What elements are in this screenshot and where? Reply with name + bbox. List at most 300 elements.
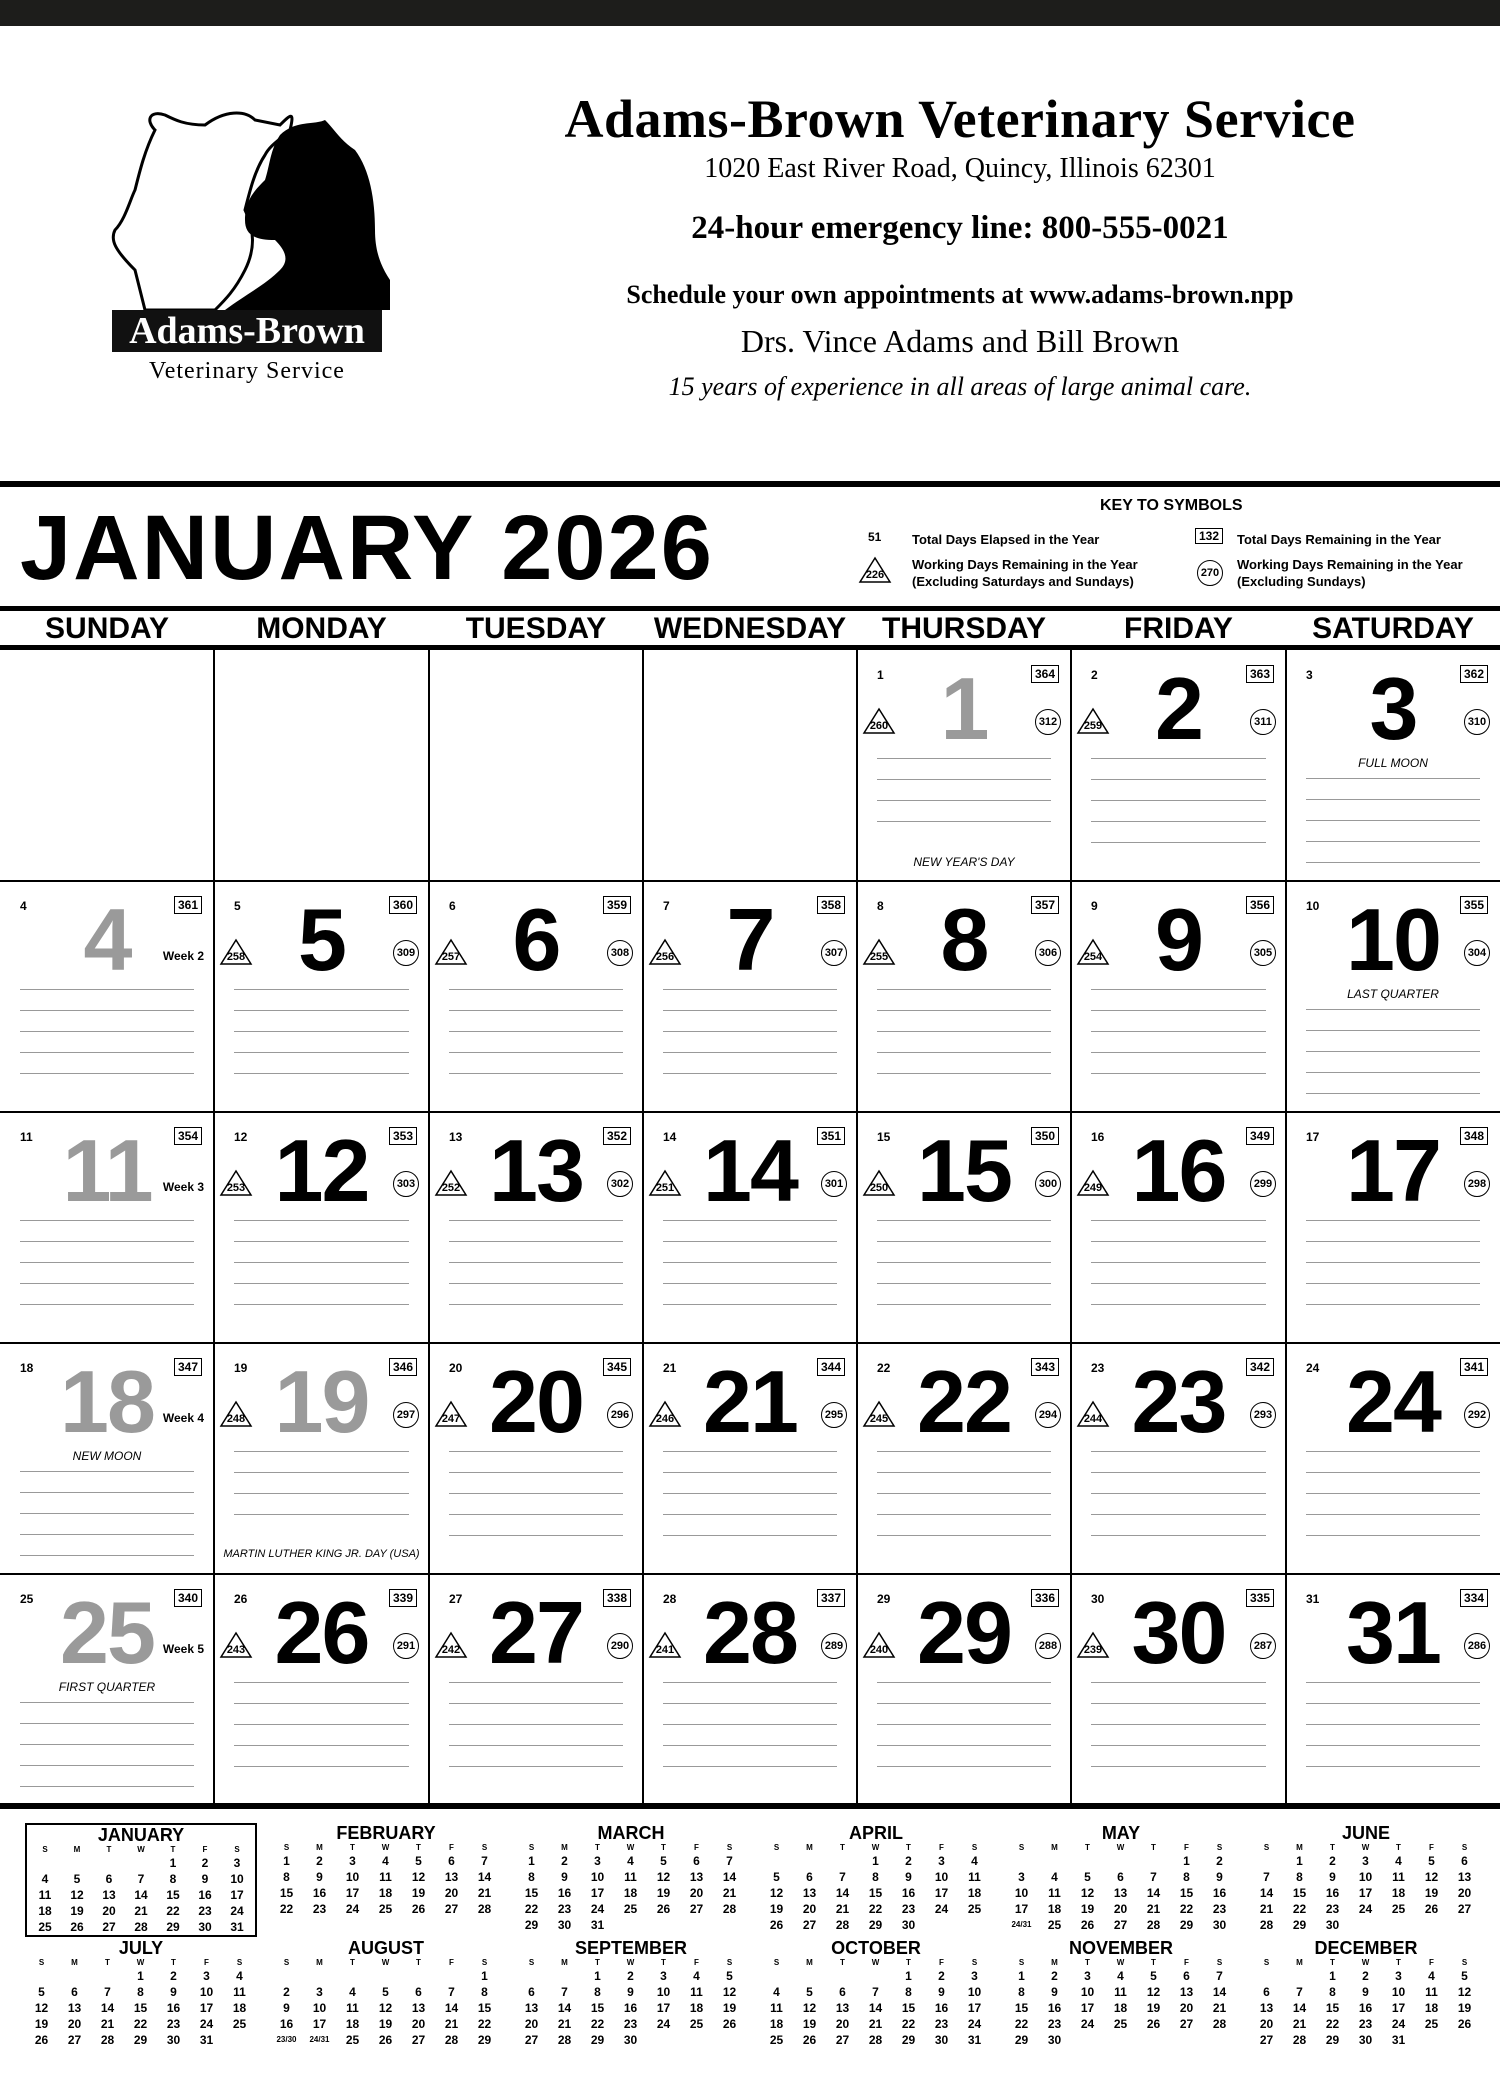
working-days-triangle-icon bbox=[648, 1631, 682, 1659]
days-remaining-box: 340 bbox=[174, 1589, 202, 1607]
top-bar bbox=[0, 0, 1500, 26]
working-days-triangle-icon bbox=[219, 938, 253, 966]
divider bbox=[0, 1803, 1500, 1809]
working-days-triangle-icon bbox=[434, 938, 468, 966]
working-days-value: 255 bbox=[869, 951, 889, 963]
mini-weekday-row: S M T W T F S bbox=[1263, 1843, 1468, 1852]
mini-week-row: 1 2 3 4 5 6 7 bbox=[283, 1854, 488, 1868]
weekday-friday: FRIDAY bbox=[1124, 612, 1233, 645]
days-remaining-box: 348 bbox=[1460, 1127, 1488, 1145]
working-days-circle: 289 bbox=[821, 1633, 847, 1659]
working-days-circle: 295 bbox=[821, 1402, 847, 1428]
day-cell[interactable] bbox=[0, 1112, 214, 1343]
days-remaining-box: 363 bbox=[1246, 665, 1274, 683]
working-days-value: 248 bbox=[226, 1413, 246, 1425]
divider bbox=[0, 481, 1500, 487]
mini-week-row: 15 16 17 18 19 20 21 bbox=[1014, 2001, 1227, 2015]
working-days-circle: 306 bbox=[1035, 940, 1061, 966]
days-elapsed: 26 bbox=[234, 1592, 248, 1606]
mini-week-row: 9 10 11 12 13 14 15 bbox=[283, 2001, 492, 2015]
mini-month-february bbox=[270, 1823, 502, 1917]
day-number: 18 bbox=[60, 1352, 154, 1451]
day-cell[interactable] bbox=[1071, 1112, 1286, 1343]
tagline: 15 years of experience in all areas of large animal care. bbox=[668, 372, 1252, 401]
mini-week-row: 13 14 15 16 17 18 19 bbox=[1259, 2001, 1472, 2015]
key-working-days-sun-label bbox=[1237, 556, 1463, 590]
day-cell[interactable] bbox=[857, 1112, 1071, 1343]
day-cell[interactable] bbox=[429, 1112, 643, 1343]
working-days-circle: 300 bbox=[1035, 1171, 1061, 1197]
days-remaining-box: 341 bbox=[1460, 1358, 1488, 1376]
working-days-triangle-icon bbox=[1076, 938, 1110, 966]
mini-week-row: 19 20 21 22 23 24 25 bbox=[769, 1902, 982, 1916]
day-number: 11 bbox=[62, 1121, 152, 1220]
working-days-triangle-icon bbox=[434, 1400, 468, 1428]
mini-weekday-row: S M T W T F S bbox=[42, 1845, 240, 1854]
mini-week-row: 18 19 20 21 22 23 24 bbox=[769, 2017, 982, 2031]
days-remaining-box: 359 bbox=[603, 896, 631, 914]
day-cell[interactable] bbox=[0, 1574, 214, 1803]
day-number: 1 bbox=[940, 659, 988, 758]
mini-week-row: 2 3 4 5 6 7 8 bbox=[283, 1985, 488, 1999]
days-remaining-box: 357 bbox=[1031, 896, 1059, 914]
day-cell[interactable] bbox=[857, 1574, 1071, 1803]
days-elapsed: 5 bbox=[234, 899, 241, 913]
day-cell[interactable] bbox=[214, 1343, 429, 1574]
mini-weekday-row: S M T W T F S bbox=[283, 1958, 488, 1967]
days-elapsed: 2 bbox=[1091, 668, 1098, 682]
days-elapsed: 12 bbox=[234, 1130, 248, 1144]
days-remaining-box: 349 bbox=[1246, 1127, 1274, 1145]
mini-weekday-row: S M T W T F S bbox=[283, 1843, 488, 1852]
mini-month-may bbox=[1005, 1823, 1237, 1933]
mini-week-row: 6 7 8 9 10 11 12 bbox=[528, 1985, 737, 1999]
days-elapsed: 7 bbox=[663, 899, 670, 913]
mini-week-row: 1 2 3 4 5 6 7 bbox=[528, 1854, 733, 1868]
days-elapsed: 17 bbox=[1306, 1130, 1320, 1144]
mini-month-september bbox=[515, 1938, 747, 2048]
key-working-days-line2: (Excluding Saturdays and Sundays) bbox=[912, 574, 1134, 589]
key-triangle-sample: 226 bbox=[865, 569, 885, 581]
note-lines bbox=[877, 1682, 1051, 1772]
working-days-triangle-icon bbox=[1076, 1169, 1110, 1197]
note-lines bbox=[234, 1451, 409, 1541]
business-address: 1020 East River Road, Quincy, Illinois 62301 bbox=[704, 153, 1216, 184]
day-number: 4 bbox=[83, 890, 131, 989]
working-days-triangle-icon bbox=[1076, 1631, 1110, 1659]
day-note: FULL MOON bbox=[1358, 756, 1428, 770]
working-days-circle: 299 bbox=[1250, 1171, 1276, 1197]
day-cell[interactable] bbox=[214, 881, 429, 1112]
days-remaining-box: 355 bbox=[1460, 896, 1488, 914]
mini-week-row: 20 21 22 23 24 25 26 bbox=[1259, 2017, 1472, 2031]
mini-month-title: JULY bbox=[118, 1938, 164, 1958]
days-elapsed: 8 bbox=[877, 899, 884, 913]
mini-week-row: 3 4 5 6 7 8 9 bbox=[1018, 1870, 1223, 1884]
day-cell[interactable] bbox=[1286, 1112, 1500, 1343]
weekday-wednesday: WEDNESDAY bbox=[653, 612, 847, 645]
day-cell[interactable] bbox=[857, 1343, 1071, 1574]
note-lines bbox=[877, 1451, 1051, 1541]
week-number: Week 5 bbox=[162, 1642, 204, 1656]
day-number: 21 bbox=[703, 1352, 797, 1451]
note-lines bbox=[663, 1451, 837, 1541]
working-days-triangle-icon bbox=[862, 1169, 896, 1197]
working-days-circle: 305 bbox=[1250, 940, 1276, 966]
mini-week-row: 12 13 14 15 16 17 18 bbox=[769, 1886, 982, 1900]
holiday-note: MARTIN LUTHER KING JR. DAY (USA) bbox=[223, 1548, 420, 1560]
mini-week-row: 5 6 7 8 9 10 11 bbox=[773, 1870, 981, 1884]
days-remaining-box: 335 bbox=[1246, 1589, 1274, 1607]
weekday-saturday: SATURDAY bbox=[1312, 612, 1474, 645]
week-number: Week 3 bbox=[162, 1180, 204, 1194]
working-days-value: 247 bbox=[441, 1413, 461, 1425]
mini-week-row: 13 14 15 16 17 18 19 bbox=[524, 2001, 737, 2015]
working-days-circle: 293 bbox=[1250, 1402, 1276, 1428]
mini-week-row: 16 17 18 19 20 21 22 bbox=[279, 2017, 492, 2031]
note-lines bbox=[877, 758, 1051, 848]
working-days-triangle-icon bbox=[862, 1631, 896, 1659]
day-cell[interactable] bbox=[643, 1343, 857, 1574]
days-remaining-box: 336 bbox=[1031, 1589, 1059, 1607]
mini-month-december bbox=[1250, 1938, 1482, 2048]
mini-month-title: DECEMBER bbox=[1314, 1938, 1418, 1958]
note-lines bbox=[449, 1682, 623, 1772]
days-remaining-box: 354 bbox=[174, 1127, 202, 1145]
days-elapsed: 16 bbox=[1091, 1130, 1105, 1144]
note-lines bbox=[20, 1702, 194, 1792]
working-days-circle: 287 bbox=[1250, 1633, 1276, 1659]
days-elapsed: 1 bbox=[877, 668, 884, 682]
day-cell[interactable] bbox=[857, 881, 1071, 1112]
working-days-value: 249 bbox=[1083, 1182, 1103, 1194]
note-lines bbox=[1306, 1682, 1480, 1772]
note-lines bbox=[1091, 1682, 1266, 1772]
doctors-names: Drs. Vince Adams and Bill Brown bbox=[740, 323, 1180, 359]
days-elapsed: 25 bbox=[20, 1592, 34, 1606]
mini-week-row: 29 30 31 bbox=[524, 1918, 605, 1932]
days-elapsed: 3 bbox=[1306, 668, 1313, 682]
day-cell[interactable] bbox=[1071, 650, 1286, 881]
working-days-value: 258 bbox=[226, 951, 246, 963]
mini-month-title: AUGUST bbox=[348, 1938, 424, 1958]
mini-week-row: 24/31 25 26 27 28 29 30 bbox=[1011, 1918, 1227, 1932]
working-days-circle: 303 bbox=[393, 1171, 419, 1197]
working-days-circle: 286 bbox=[1464, 1633, 1490, 1659]
logo-subtitle: Veterinary Service bbox=[149, 358, 345, 384]
note-lines bbox=[449, 1451, 623, 1541]
days-elapsed: 18 bbox=[20, 1361, 34, 1375]
days-remaining-box: 337 bbox=[817, 1589, 845, 1607]
mini-week-row: 8 9 10 11 12 13 14 bbox=[283, 1870, 492, 1884]
note-lines bbox=[877, 989, 1051, 1079]
mini-month-july bbox=[25, 1938, 257, 2048]
working-days-value: 256 bbox=[655, 951, 675, 963]
working-days-circle: 292 bbox=[1464, 1402, 1490, 1428]
mini-weekday-row: S M T W T F S bbox=[773, 1958, 978, 1967]
days-elapsed: 24 bbox=[1306, 1361, 1320, 1375]
days-remaining-box: 360 bbox=[389, 896, 417, 914]
mini-week-row: 26 27 28 29 30 bbox=[769, 1918, 916, 1932]
working-days-value: 252 bbox=[441, 1182, 461, 1194]
mini-week-row: 25 26 27 28 29 30 31 bbox=[38, 1920, 244, 1934]
mini-weekday-row: S M T W T F S bbox=[38, 1958, 243, 1967]
days-elapsed: 28 bbox=[663, 1592, 677, 1606]
mini-month-title: OCTOBER bbox=[831, 1938, 921, 1958]
mini-week-row: 1 2 3 bbox=[169, 1856, 241, 1870]
day-number: 12 bbox=[274, 1121, 369, 1220]
days-remaining-box: 353 bbox=[389, 1127, 417, 1145]
day-cell[interactable] bbox=[429, 881, 643, 1112]
working-days-value: 254 bbox=[1083, 951, 1103, 963]
days-remaining-box: 334 bbox=[1460, 1589, 1488, 1607]
days-remaining-box: 339 bbox=[389, 1589, 417, 1607]
day-number: 7 bbox=[726, 890, 774, 989]
mini-week-row: 27 28 29 30 bbox=[524, 2033, 638, 2047]
working-days-circle: 291 bbox=[393, 1633, 419, 1659]
mini-week-row: 23/30 24/31 25 26 27 28 29 bbox=[276, 2033, 492, 2047]
working-days-triangle-icon bbox=[434, 1631, 468, 1659]
working-days-circle: 290 bbox=[607, 1633, 633, 1659]
mini-month-march bbox=[515, 1823, 747, 1933]
mini-weekday-row: S M T W T F S bbox=[1018, 1958, 1223, 1967]
key-working-days-label bbox=[912, 556, 1138, 590]
mini-month-title: MAY bbox=[1101, 1823, 1141, 1843]
day-note: FIRST QUARTER bbox=[58, 1680, 156, 1694]
mini-month-title: APRIL bbox=[849, 1823, 903, 1843]
working-days-value: 242 bbox=[441, 1644, 461, 1656]
working-days-value: 257 bbox=[441, 951, 461, 963]
note-lines bbox=[1091, 1451, 1266, 1541]
mini-week-row: 1 2 3 bbox=[905, 1969, 978, 1983]
day-cell[interactable] bbox=[1286, 650, 1500, 881]
day-cell[interactable] bbox=[1071, 1343, 1286, 1574]
working-days-value: 243 bbox=[226, 1644, 246, 1656]
key-triangle-icon bbox=[858, 556, 892, 584]
working-days-value: 260 bbox=[869, 720, 889, 732]
note-lines bbox=[877, 1220, 1051, 1310]
days-elapsed: 20 bbox=[449, 1361, 463, 1375]
logo-wordmark: Adams-Brown bbox=[112, 310, 382, 352]
days-remaining-box: 346 bbox=[389, 1358, 417, 1376]
note-lines bbox=[663, 1682, 837, 1772]
note-lines bbox=[1091, 758, 1266, 848]
day-cell[interactable] bbox=[1071, 881, 1286, 1112]
working-days-triangle-icon bbox=[219, 1169, 253, 1197]
day-number: 29 bbox=[917, 1583, 1011, 1682]
working-days-triangle-icon bbox=[1076, 1400, 1110, 1428]
days-remaining-box: 344 bbox=[817, 1358, 845, 1376]
day-number: 5 bbox=[298, 890, 345, 989]
mini-weekday-row: S M T W T F S bbox=[1263, 1958, 1468, 1967]
working-days-triangle-icon bbox=[1076, 707, 1110, 735]
working-days-circle: 311 bbox=[1250, 709, 1276, 735]
mini-week-row: 4 5 6 7 8 9 10 bbox=[41, 1872, 244, 1886]
key-circle-sample: 270 bbox=[1197, 560, 1223, 586]
mini-week-row: 7 8 9 10 11 12 13 bbox=[1263, 1870, 1472, 1884]
mini-week-row: 11 12 13 14 15 16 17 bbox=[770, 2001, 982, 2015]
mini-month-title: NOVEMBER bbox=[1068, 1938, 1173, 1958]
mini-month-january bbox=[25, 1823, 257, 1937]
mini-week-row: 22 23 24 25 26 27 28 bbox=[524, 1902, 737, 1916]
mini-week-row: 8 9 10 11 12 13 14 bbox=[528, 1870, 737, 1884]
key-working-days-sun-line2: (Excluding Sundays) bbox=[1237, 574, 1366, 589]
note-lines bbox=[663, 989, 837, 1079]
day-cell[interactable] bbox=[643, 881, 857, 1112]
days-elapsed: 13 bbox=[449, 1130, 463, 1144]
key-working-days-sun-line1: Working Days Remaining in the Year bbox=[1237, 557, 1463, 572]
day-note: LAST QUARTER bbox=[1347, 987, 1439, 1001]
day-cell[interactable] bbox=[429, 1343, 643, 1574]
key-remaining-label: Total Days Remaining in the Year bbox=[1237, 532, 1441, 547]
note-lines bbox=[234, 989, 409, 1079]
day-cell[interactable] bbox=[214, 1112, 429, 1343]
mini-week-row: 1 2 3 4 5 6 bbox=[1296, 1854, 1468, 1868]
mini-week-row: 4 5 6 7 8 9 10 bbox=[773, 1985, 982, 1999]
mini-month-august bbox=[270, 1938, 502, 2048]
day-number: 26 bbox=[274, 1583, 369, 1682]
mini-weekday-row: S M T W T F S bbox=[528, 1843, 733, 1852]
days-remaining-box: 343 bbox=[1031, 1358, 1059, 1376]
mini-week-row: 1 2 3 4 5 bbox=[594, 1969, 733, 1983]
mini-week-row: 12 13 14 15 16 17 18 bbox=[34, 2001, 247, 2015]
working-days-circle: 296 bbox=[607, 1402, 633, 1428]
days-remaining-box: 350 bbox=[1031, 1127, 1059, 1145]
working-days-value: 251 bbox=[655, 1182, 675, 1194]
emergency-line: 24-hour emergency line: 800-555-0021 bbox=[691, 210, 1229, 246]
days-elapsed: 21 bbox=[663, 1361, 677, 1375]
working-days-circle: 310 bbox=[1464, 709, 1490, 735]
working-days-circle: 301 bbox=[821, 1171, 847, 1197]
mini-month-title: JUNE bbox=[1341, 1823, 1390, 1843]
days-remaining-box: 351 bbox=[817, 1127, 845, 1145]
day-number: 2 bbox=[1155, 659, 1202, 758]
mini-week-row: 27 28 29 30 31 bbox=[1259, 2033, 1406, 2047]
key-elapsed-sample: 51 bbox=[868, 530, 882, 544]
day-cell[interactable] bbox=[1286, 1574, 1500, 1803]
working-days-circle: 309 bbox=[393, 940, 419, 966]
working-days-triangle-icon bbox=[648, 1169, 682, 1197]
working-days-value: 259 bbox=[1083, 720, 1103, 732]
business-name: Adams-Brown Veterinary Service bbox=[564, 89, 1356, 149]
note-lines bbox=[1306, 1009, 1480, 1099]
mini-month-title: SEPTEMBER bbox=[574, 1938, 688, 1958]
mini-week-row: 25 26 27 28 29 30 31 bbox=[769, 2033, 982, 2047]
weekday-tuesday: TUESDAY bbox=[465, 612, 607, 645]
mini-weekday-row: S M T W T F S bbox=[773, 1843, 978, 1852]
days-elapsed: 31 bbox=[1306, 1592, 1320, 1606]
day-cell[interactable] bbox=[0, 1343, 214, 1574]
day-number: 28 bbox=[703, 1583, 797, 1682]
working-days-triangle-icon bbox=[219, 1631, 253, 1659]
mini-month-october bbox=[760, 1938, 992, 2048]
days-elapsed: 4 bbox=[20, 899, 27, 913]
working-days-value: 245 bbox=[869, 1413, 889, 1425]
working-days-value: 239 bbox=[1083, 1644, 1103, 1656]
mini-month-april bbox=[760, 1823, 992, 1933]
day-number: 3 bbox=[1369, 659, 1417, 758]
note-lines bbox=[1306, 1220, 1480, 1310]
day-number: 17 bbox=[1346, 1121, 1440, 1220]
mini-week-row: 18 19 20 21 22 23 24 bbox=[38, 1904, 244, 1918]
mini-week-row: 1 2 3 4 bbox=[137, 1969, 243, 1983]
mini-week-row: 26 27 28 29 30 31 bbox=[34, 2033, 214, 2047]
day-cell[interactable] bbox=[643, 1112, 857, 1343]
days-elapsed: 30 bbox=[1091, 1592, 1105, 1606]
note-lines bbox=[1306, 778, 1480, 868]
days-elapsed: 9 bbox=[1091, 899, 1098, 913]
day-number: 14 bbox=[703, 1121, 797, 1220]
day-number: 25 bbox=[60, 1583, 154, 1682]
day-number: 13 bbox=[489, 1121, 583, 1220]
weekday-thursday: THURSDAY bbox=[882, 612, 1046, 645]
key-remaining-sample: 132 bbox=[1195, 528, 1223, 544]
note-lines bbox=[449, 989, 623, 1079]
key-elapsed-label: Total Days Elapsed in the Year bbox=[912, 532, 1100, 547]
days-elapsed: 14 bbox=[663, 1130, 677, 1144]
day-number: 8 bbox=[940, 890, 988, 989]
day-cell[interactable] bbox=[1286, 1343, 1500, 1574]
day-number: 31 bbox=[1346, 1583, 1440, 1682]
mini-week-row: 15 16 17 18 19 20 21 bbox=[279, 1886, 492, 1900]
mini-weekday-row: S M T W T F S bbox=[1018, 1843, 1223, 1852]
month-title: JANUARY 2026 bbox=[20, 497, 714, 599]
day-cell[interactable] bbox=[214, 1574, 429, 1803]
day-number: 27 bbox=[489, 1583, 583, 1682]
day-number: 6 bbox=[512, 890, 560, 989]
day-cell[interactable] bbox=[1286, 881, 1500, 1112]
mini-week-row: 5 6 7 8 9 10 11 bbox=[38, 1985, 246, 1999]
working-days-circle: 308 bbox=[607, 940, 633, 966]
days-elapsed: 10 bbox=[1306, 899, 1320, 913]
mini-week-row: 17 18 19 20 21 22 23 bbox=[1014, 1902, 1227, 1916]
working-days-circle: 304 bbox=[1464, 940, 1490, 966]
mini-week-row: 1 bbox=[481, 1969, 488, 1983]
day-cell[interactable] bbox=[429, 1574, 643, 1803]
working-days-value: 246 bbox=[655, 1413, 675, 1425]
day-number: 10 bbox=[1346, 890, 1440, 989]
working-days-value: 241 bbox=[655, 1644, 675, 1656]
mini-week-row: 1 2 bbox=[1183, 1854, 1223, 1868]
mini-month-june bbox=[1250, 1823, 1482, 1933]
day-cell[interactable] bbox=[1071, 1574, 1286, 1803]
days-remaining-box: 342 bbox=[1246, 1358, 1274, 1376]
days-remaining-box: 358 bbox=[817, 896, 845, 914]
days-elapsed: 6 bbox=[449, 899, 456, 913]
days-elapsed: 11 bbox=[20, 1130, 33, 1144]
mini-week-row: 20 21 22 23 24 25 26 bbox=[524, 2017, 737, 2031]
note-lines bbox=[663, 1220, 837, 1310]
mini-week-row: 10 11 12 13 14 15 16 bbox=[1014, 1886, 1227, 1900]
days-remaining-box: 338 bbox=[603, 1589, 631, 1607]
note-lines bbox=[234, 1220, 409, 1310]
day-cell[interactable] bbox=[643, 1574, 857, 1803]
day-number: 19 bbox=[274, 1352, 369, 1451]
days-elapsed: 22 bbox=[877, 1361, 891, 1375]
mini-weekday-row: S M T W T F S bbox=[528, 1958, 733, 1967]
day-note: NEW MOON bbox=[72, 1449, 142, 1463]
day-cell[interactable] bbox=[857, 650, 1071, 881]
days-remaining-box: 347 bbox=[174, 1358, 202, 1376]
working-days-value: 244 bbox=[1083, 1413, 1103, 1425]
mini-week-row: 22 23 24 25 26 27 28 bbox=[1014, 2017, 1227, 2031]
working-days-triangle-icon bbox=[648, 938, 682, 966]
working-days-circle: 288 bbox=[1035, 1633, 1061, 1659]
weekday-sunday: SUNDAY bbox=[45, 612, 169, 645]
day-cell[interactable] bbox=[0, 881, 214, 1112]
days-remaining-box: 352 bbox=[603, 1127, 631, 1145]
days-elapsed: 29 bbox=[877, 1592, 891, 1606]
